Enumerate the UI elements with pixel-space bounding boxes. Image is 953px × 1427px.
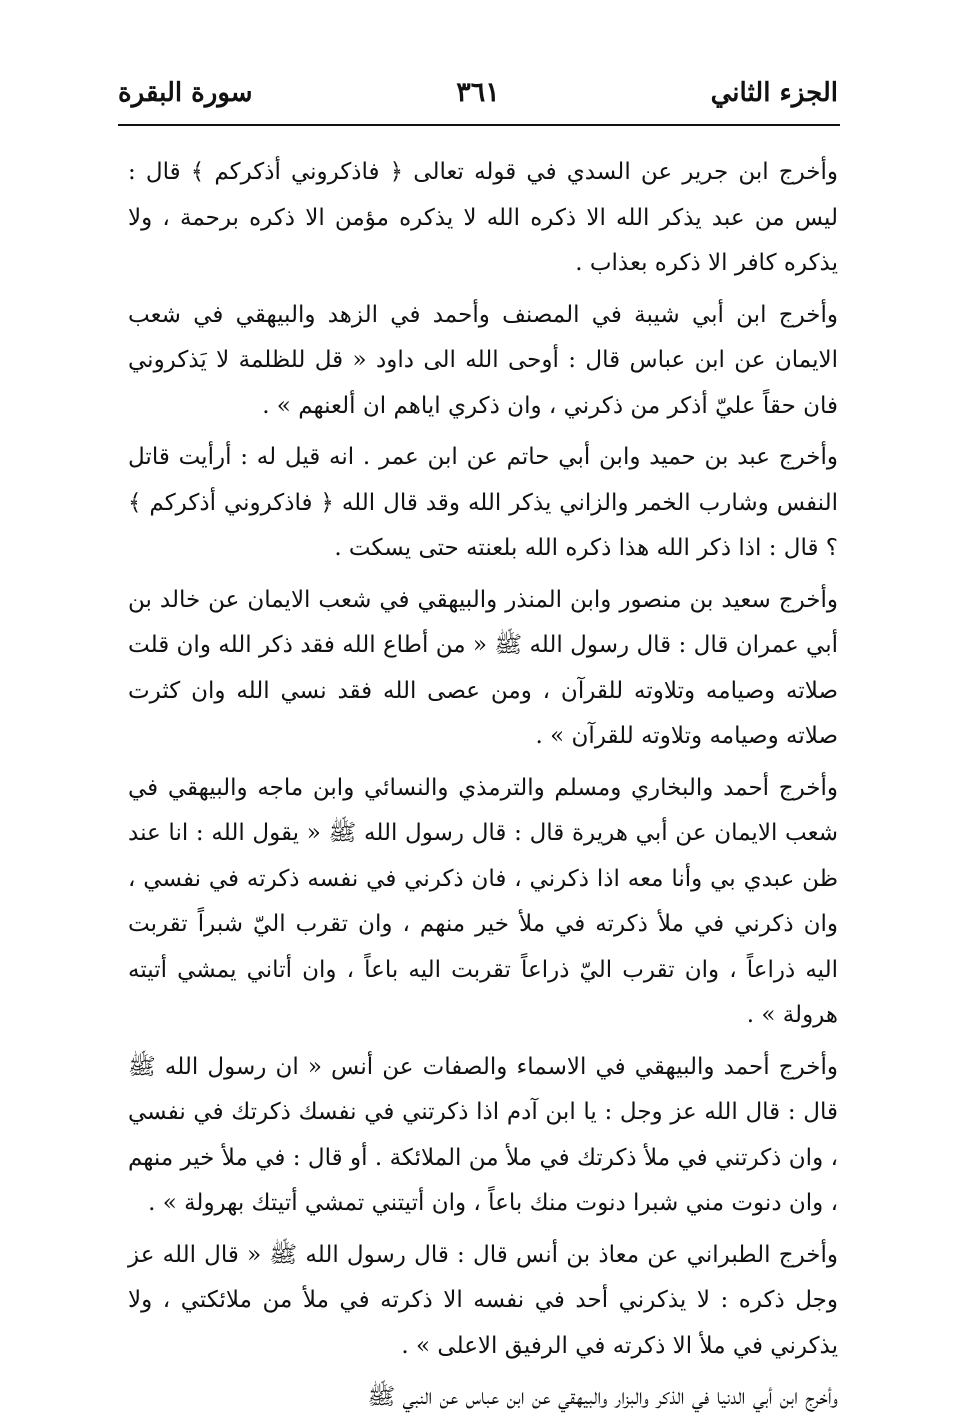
paragraph: وأخرج أحمد والبخاري ومسلم والترمذي والنسائي وابن ماجه والبيهقي في شعب الايمان عن أبي هريرة قال : قال رسول الله ﷺ « يقول الله : انا عند ظن عبدي بي وأنا معه اذا ذكرني ، فان ذكرني في نفسه ذكرته في نفسي ، وان ذكرني في ملأ ذكرته في ملأ خير منهم ، وان تقرب اليّ شبراً تقربت اليه ذراعاً ، وان تقرب اليّ ذراعاً تقربت اليه باعاً ، وان أتاني يمشي أتيته هرولة » . — [128, 774, 838, 1028]
paragraph: وأخرج ابن أبي الدنيا في الذكر والبزار والبيهقي عن ابن عباس عن النبي ﷺ — [367, 1384, 838, 1410]
header-rule — [118, 124, 840, 126]
paragraph: وأخرج ابن أبي شيبة في المصنف وأحمد في الزهد والبيهقي في شعب الايمان عن ابن عباس قال : أوحى الله الى داود « قل للظلمة لا يَذكروني فان حقاً عليّ أذكر من ذكرني ، وان ذكري اياهم ان ألعنهم » . — [128, 301, 838, 419]
paragraph: وأخرج الطبراني عن معاذ بن أنس قال : قال رسول الله ﷺ « قال الله عز وجل ذكره : لا يذكرني أحد في نفسه الا ذكرته في ملأ من ملائكتي ، ولا يذكرني في ملأ الا ذكرته في الرفيق الاعلى » . — [128, 1241, 838, 1359]
part-title: الجزء الثاني — [710, 78, 838, 108]
page-header — [118, 74, 838, 122]
paragraph: وأخرج أحمد والبيهقي في الاسماء والصفات عن أنس « ان رسول الله ﷺ قال : قال الله عز وجل : يا ابن آدم اذا ذكرتني في نفسك ذكرتك في نفسي ، وان ذكرتني في ملأ ذكرتك في ملأ من الملائكة . أو قال : في ملأ خير منهم ، وان دنوت مني شبرا دنوت منك باعاً ، وان أتيتني تمشي أتيتك بهرولة » . — [128, 1053, 838, 1216]
body-text — [128, 150, 838, 1427]
paragraph: وأخرج سعيد بن منصور وابن المنذر والبيهقي في شعب الايمان عن خالد بن أبي عمران قال : قال رسول الله ﷺ « من أطاع الله فقد ذكر الله وان قلت صلاته وصيامه وتلاوته للقرآن ، ومن عصى الله فقد نسي الله وان كثرت صلاته وصيامه وتلاوته للقرآن » . — [128, 586, 838, 749]
surah-title: سورة البقرة — [118, 78, 253, 108]
paragraph: وأخرج عبد بن حميد وابن أبي حاتم عن ابن عمر . انه قيل له : أرأيت قاتل النفس وشارب الخمر والزاني يذكر الله وقد قال الله ﴿ فاذكروني أذكركم ﴾ ؟ قال : اذا ذكر الله هذا ذكره الله بلعنته حتى يسكت . — [128, 444, 838, 561]
paragraph: وأخرج ابن جرير عن السدي في قوله تعالى ﴿ فاذكروني أذكركم ﴾ قال : ليس من عبد يذكر الله الا ذكره الله لا يذكره مؤمن الا ذكره برحمة ، ولا يذكره كافر الا ذكره بعذاب . — [128, 159, 838, 276]
page-number: ٣٦١ — [456, 77, 500, 108]
